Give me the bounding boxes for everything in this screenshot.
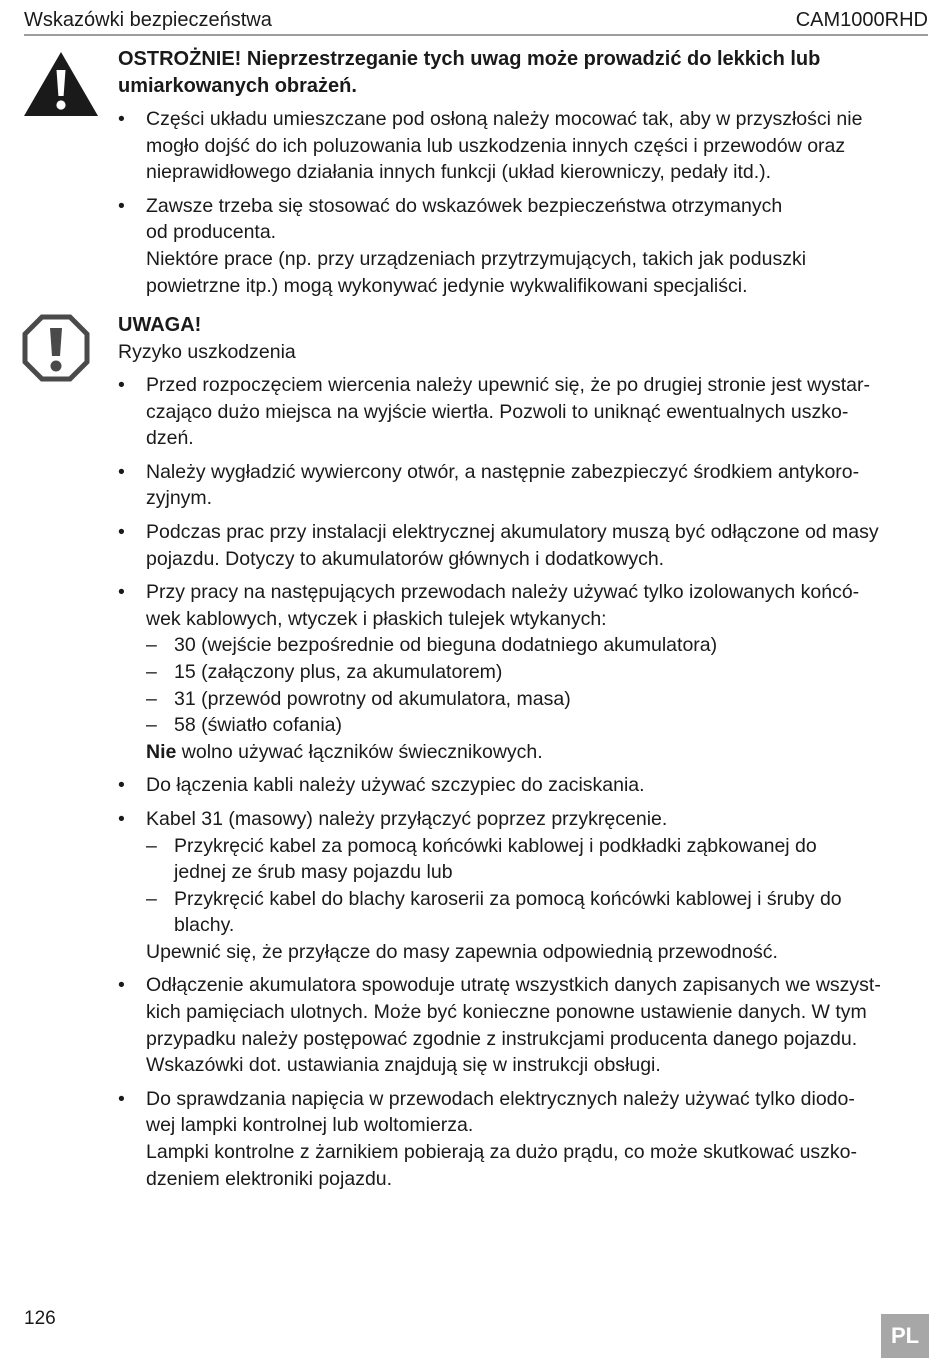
list-item: • Należy wygładzić wywiercony otwór, a następnie zabezpieczyć środkiem antykoro- zyjnym. (118, 459, 930, 512)
list-item: • Podczas prac przy instalacji elektrycznej akumulatory muszą być odłączone od masy pojazdu. Dotyczy to akumulatorów głównych i dodatkowych. (118, 519, 930, 572)
header-model: CAM1000RHD (795, 9, 928, 31)
header-section-title: Wskazówki bezpieczeństwa (24, 9, 272, 31)
list-item: • Przed rozpoczęciem wiercenia należy upewnić się, że po drugiej stronie jest wystar- czająco dużo miejsca na wyjście wiertła. Pozwoli to uniknąć ewentualnych uszko- dzeń. (118, 372, 930, 452)
list-item: • Przy pracy na następujących przewodach należy używać tylko izolowanych końcó- wek kablowych, wtyczek i płaskich tulejek wtykanych: – 30 (wejście bezpośrednie od bieguna dodatniego akumulatora) – 15 (załączony plus, za akumulatorem) – 31 (przewód powrotny od akumulatora, masa) – 58 (światło cofania) Nie wolno używać łączników świecznikowych. (118, 579, 930, 765)
language-badge: PL (881, 1314, 929, 1358)
list-item: • Do sprawdzania napięcia w przewodach elektrycznych należy używać tylko diodo- wej lampki kontrolnej lub woltomierza. Lampki kontrolne z żarnikiem pobierają za dużo prądu, co może skutkować uszko- dzeniem elektroniki pojazdu. (118, 1086, 930, 1192)
sub-list-item: – 30 (wejście bezpośrednie od bieguna dodatniego akumulatora) (146, 632, 930, 659)
sub-list-item: – Przykręcić kabel za pomocą końcówki kablowej i podkładki ząbkowanej do jednej ze śrub masy pojazdu lub (146, 833, 930, 886)
warning-title: OSTROŻNIE! Nieprzestrzeganie tych uwag może prowadzić do lekkich lub umiarkowanych obrażeń. (118, 48, 821, 97)
sub-list-item: – 58 (światło cofania) (146, 712, 930, 739)
list-item: • Odłączenie akumulatora spowoduje utratę wszystkich danych zapisanych we wszyst- kich pamięciach ulotnych. Może być konieczne ponowne ustawienie danych. W tym przypadku należy postępować zgodnie z instrukcjami producenta danego pojazdu. Wskazówki dot. ustawiania znajdują się w instrukcji obsługi. (118, 972, 930, 1078)
note-line: Upewnić się, że przyłącze do masy zapewnia odpowiednią przewodność. (146, 940, 778, 963)
caution-octagon-icon (22, 314, 90, 382)
caution-subtitle: Ryzyko uszkodzenia (118, 341, 296, 363)
warning-triangle-icon (22, 50, 100, 118)
sub-list-item: – 31 (przewód powrotny od akumulatora, masa) (146, 686, 930, 713)
sub-list-item: – Przykręcić kabel do blachy karoserii za pomocą końcówki kablowej i śruby do blachy. (146, 886, 930, 939)
note-line: Nie wolno używać łączników świecznikowych. (146, 740, 543, 763)
list-item: • Do łączenia kabli należy używać szczypiec do zaciskania. (118, 772, 930, 799)
sub-list (146, 632, 930, 738)
caution-list (118, 372, 930, 1192)
warning-section (118, 46, 930, 306)
sub-list-item: – 15 (załączony plus, za akumulatorem) (146, 659, 930, 686)
list-item: • Części układu umieszczane pod osłoną należy mocować tak, aby w przyszłości nie mogło dojść do ich poluzowania lub uszkodzenia innych części i przewodów oraz nieprawidłowego działania innych funkcji (układ kierowniczy, pedały itd.). (118, 106, 930, 186)
sub-list (146, 833, 930, 939)
caution-section (118, 312, 930, 1199)
page-number: 126 (24, 1308, 56, 1329)
page-header (24, 6, 928, 36)
warning-list (118, 106, 930, 299)
caution-title: UWAGA! (118, 314, 202, 336)
list-item: • Kabel 31 (masowy) należy przyłączyć poprzez przykręcenie. – Przykręcić kabel za pomocą końcówki kablowej i podkładki ząbkowanej do jednej ze śrub masy pojazdu lub – Przykręcić kabel do blachy karoserii za pomocą końcówki kablowej i śruby do blachy. Upewnić się, że przyłącze do masy zapewnia odpowiednią przewodność. (118, 806, 930, 966)
list-item: • Zawsze trzeba się stosować do wskazówek bezpieczeństwa otrzymanych od producenta. Niektóre prace (np. przy urządzeniach przytrzymujących, takich jak poduszki powietrzne itp.) mogą wykonywać jedynie wykwalifikowani specjaliści. (118, 193, 930, 299)
